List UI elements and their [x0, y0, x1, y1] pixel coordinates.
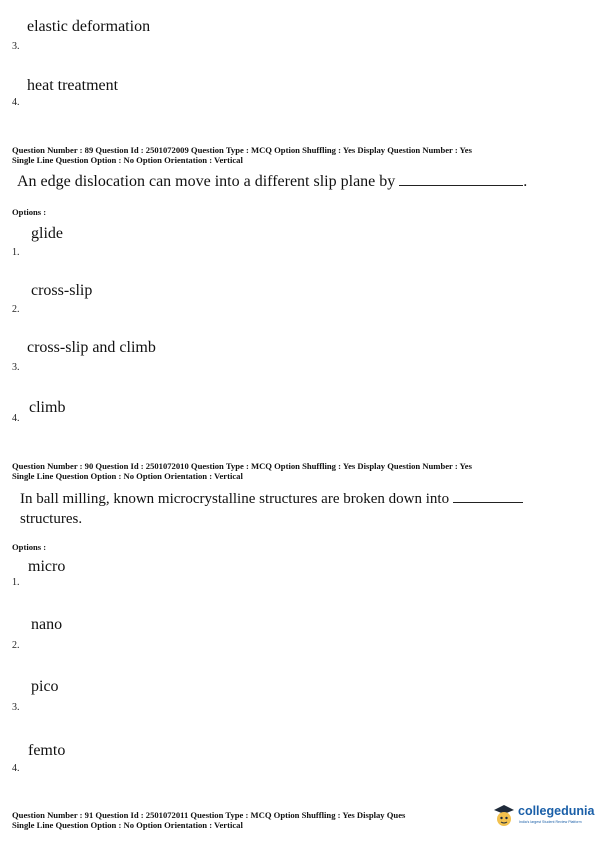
option-number: 4.: [12, 413, 20, 424]
question-meta-line: Single Line Question Option : No Option Orientation : Vertical: [12, 470, 243, 481]
options-label: Options :: [12, 542, 47, 552]
option-number: 3.: [12, 41, 20, 52]
option-text: micro: [28, 558, 66, 575]
question-period: .: [523, 173, 528, 190]
option-text: elastic deformation: [27, 18, 151, 35]
logo-tagline: India's largest Student Review Platform: [519, 820, 582, 824]
question-text: [17, 171, 527, 191]
question-text: [20, 488, 523, 508]
option-text: glide: [31, 225, 63, 242]
question-meta: [12, 462, 472, 481]
option-number: 3.: [12, 362, 20, 373]
question-meta: [12, 146, 472, 165]
question-meta: [12, 811, 405, 830]
option-text: femto: [28, 742, 66, 759]
option-number: 1.: [12, 577, 20, 588]
question-meta-line: Question Number : 89 Question Id : 2501072009 Question Type : MCQ Option Shuffling : Yes Display Question Number : Yes: [12, 145, 472, 155]
question-text-continued: structures.: [20, 511, 83, 527]
option-text: cross-slip: [31, 282, 93, 299]
question-meta-line: Question Number : 90 Question Id : 2501072010 Question Type : MCQ Option Shuffling : Yes Display Question Number : Yes: [12, 461, 472, 471]
question-meta-line: Question Number : 91 Question Id : 2501072011 Question Type : MCQ Option Shuffling : Yes Display Ques: [12, 810, 406, 820]
answer-blank: [453, 488, 523, 503]
option-number: 4.: [12, 763, 20, 774]
option-number: 2.: [12, 304, 20, 315]
question-meta-line: Single Line Question Option : No Option Orientation : Vertical: [12, 819, 243, 830]
option-text: nano: [31, 616, 63, 633]
option-text: cross-slip and climb: [27, 339, 156, 356]
question-text-body: In ball milling, known microcrystalline structures are broken down into: [20, 491, 450, 507]
question-text-body: An edge dislocation can move into a different slip plane by: [17, 173, 396, 190]
option-number: 2.: [12, 640, 20, 651]
question-meta-line: Single Line Question Option : No Option Orientation : Vertical: [12, 154, 243, 165]
collegedunia-logo: [492, 803, 595, 831]
option-number: 1.: [12, 247, 20, 258]
logo-wordmark: collegedunia: [518, 804, 595, 818]
option-text: heat treatment: [27, 77, 119, 94]
option-number: 4.: [12, 97, 20, 108]
option-text: climb: [29, 399, 66, 416]
options-label: Options :: [12, 207, 47, 217]
option-text: pico: [31, 678, 59, 695]
option-number: 3.: [12, 702, 20, 713]
answer-blank: [399, 171, 523, 186]
graduate-mascot-icon: [492, 803, 516, 829]
